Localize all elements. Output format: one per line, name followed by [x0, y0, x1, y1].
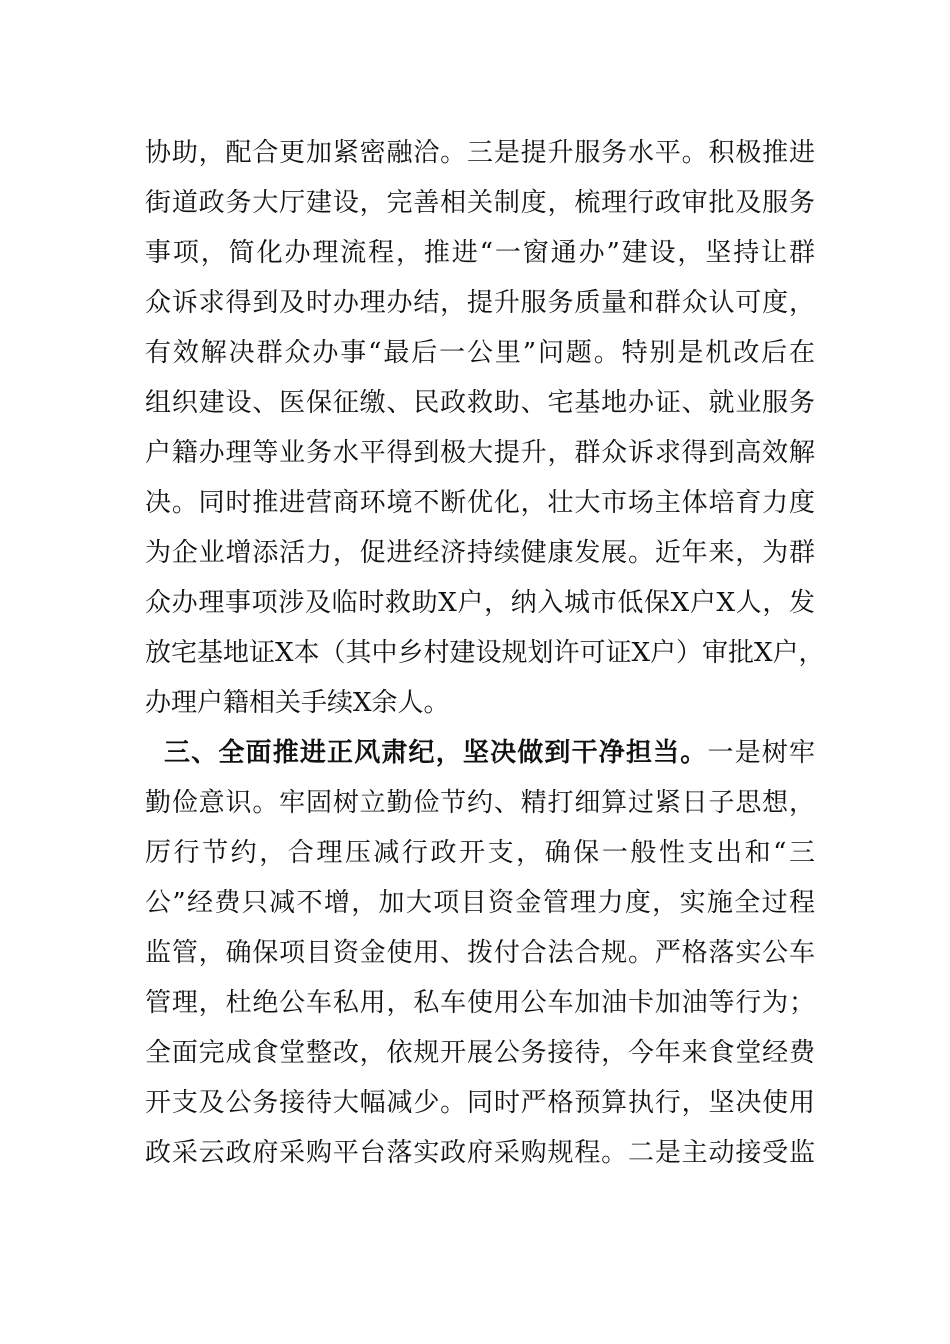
text-line: 勤俭意识。牢固树立勤俭节约、精打细算过紧日子思想， [145, 788, 815, 818]
text-line: 放宅基地证X本（其中乡村建设规划许可证X户）审批X户， [145, 638, 825, 668]
text-line: 协助，配合更加紧密融洽。三是提升服务水平。积极推进 [145, 138, 815, 168]
text-line: 户籍办理等业务水平得到极大提升，群众诉求得到高效解 [145, 438, 815, 468]
text-line: 有效解决群众办事“最后一公里”问题。特别是机改后在 [145, 338, 815, 368]
text-line: 监管，确保项目资金使用、拨付合法合规。严格落实公车 [145, 938, 815, 968]
text-line: 事项，简化办理流程，推进“一窗通办”建设，坚持让群 [145, 238, 815, 268]
text-line: 众诉求得到及时办理办结，提升服务质量和群众认可度， [145, 288, 815, 318]
text-line: 政采云政府采购平台落实政府采购规程。二是主动接受监 [145, 1138, 815, 1168]
text-line: 全面完成食堂整改，依规开展公务接待，今年来食堂经费 [145, 1038, 815, 1068]
text-line: 管理，杜绝公车私用，私车使用公车加油卡加油等行为； [145, 988, 815, 1018]
text-line: 开支及公务接待大幅减少。同时严格预算执行，坚决使用 [145, 1088, 815, 1118]
text-line: 厉行节约，合理压减行政开支，确保一般性支出和“三 [145, 838, 815, 868]
paragraph-service-level [145, 128, 825, 728]
text-line: 公”经费只减不增，加大项目资金管理力度，实施全过程 [145, 888, 815, 918]
text-line: 决。同时推进营商环境不断优化，壮大市场主体培育力度 [145, 488, 815, 518]
text-line: 办理户籍相关手续X余人。 [145, 688, 450, 718]
text-line: 众办理事项涉及临时救助X户，纳入城市低保X户X人，发 [145, 588, 815, 618]
paragraph-discipline [145, 728, 815, 1178]
body-text [145, 128, 825, 1178]
text-line: 组织建设、医保征缴、民政救助、宅基地办证、就业服务 [145, 388, 815, 418]
section-heading-line [145, 728, 815, 778]
text-line: 为企业增添活力，促进经济持续健康发展。近年来，为群 [145, 538, 815, 568]
text-line: 街道政务大厅建设，完善相关制度，梳理行政审批及服务 [145, 188, 815, 218]
text-fragment: 一是树牢 [707, 738, 815, 768]
section-heading: 三、全面推进正风肃纪，坚决做到干净担当。 [164, 738, 708, 768]
